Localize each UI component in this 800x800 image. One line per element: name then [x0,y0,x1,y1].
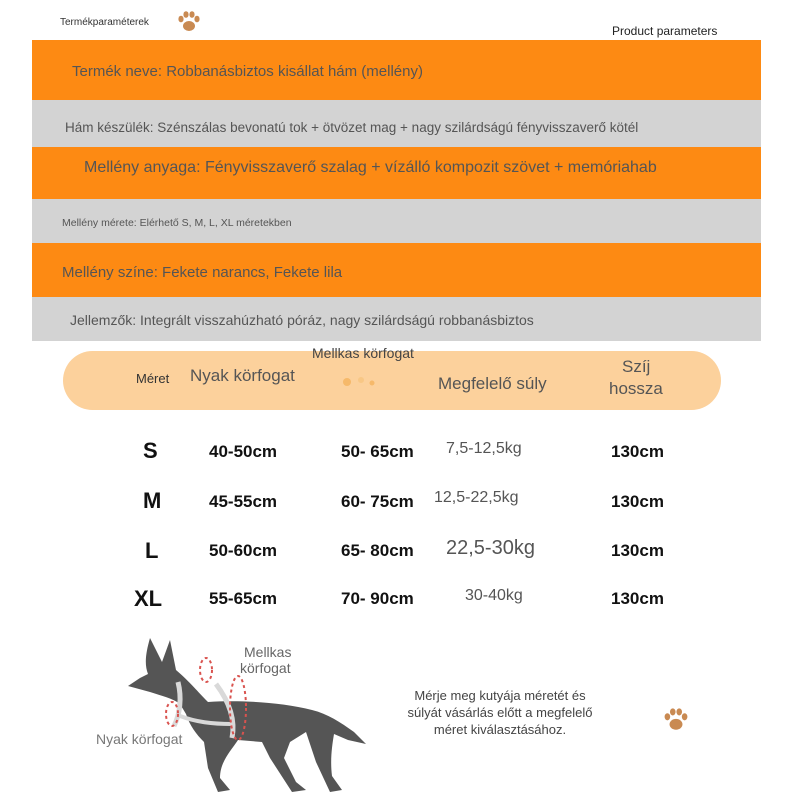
paw-icon [176,9,202,35]
header-weight: Megfelelő súly [438,374,547,393]
param-vest-color: Mellény színe: Fekete narancs, Fekete lila [62,264,343,281]
header-size: Méret [136,371,170,386]
param-vest-size: Mellény mérete: Elérhető S, M, L, XL méretekben [62,217,292,229]
param-band-harness [32,100,761,147]
row-chest: 65- 80cm [341,541,414,560]
param-band-color [32,243,761,297]
note-line: Mérje meg kutyája méretét és [414,688,586,703]
row-weight: 30-40kg [465,587,523,604]
decorative-sparkle [339,373,379,389]
param-harness-device: Hám készülék: Szénszálas bevonatú tok + ötvözet mag + nagy szilárdságú fényvisszaverő kötél [65,120,639,135]
row-size: L [145,538,159,563]
param-features: Jellemzők: Integrált visszahúzható póráz, nagy szilárdságú robbanásbiztos [70,312,534,328]
param-band-features [32,297,761,341]
row-weight: 12,5-22,5kg [434,489,519,506]
row-chest: 70- 90cm [341,589,414,608]
row-strap: 130cm [611,589,664,608]
row-chest: 60- 75cm [341,492,414,511]
row-size: M [143,488,162,513]
row-weight: 7,5-12,5kg [446,440,522,457]
diagram-chest-label-line1: Mellkas [244,644,292,660]
diagram-neck-label: Nyak körfogat [96,731,183,747]
row-size: S [143,438,158,463]
header-strap-line1: Szíj [622,357,651,376]
note-line: méret kiválasztásához. [433,722,567,737]
diagram-chest-label-line2: körfogat [240,660,291,676]
param-band-material [32,147,761,199]
row-neck: 50-60cm [209,541,278,560]
row-strap: 130cm [611,492,664,511]
row-size: XL [134,586,163,611]
note-line: súlyát vásárlás előtt a megfelelő [407,705,593,720]
row-neck: 45-55cm [209,492,278,511]
param-band-name [32,40,761,100]
page-title-en: Product parameters [612,24,718,38]
measurement-note [380,687,620,738]
row-neck: 40-50cm [209,442,278,461]
row-neck: 55-65cm [209,589,278,608]
param-product-name: Termék neve: Robbanásbiztos kisállat hám (mellény) [72,63,423,80]
row-strap: 130cm [611,442,664,461]
row-weight: 22,5-30kg [446,537,535,559]
page-title-hu: Termékparaméterek [60,17,149,28]
product-parameters [32,40,761,341]
param-band-size [32,199,761,243]
header-chest: Mellkas körfogat [312,345,414,361]
param-vest-material: Mellény anyaga: Fényvisszaverő szalag + vízálló kompozit szövet + memóriahab [84,159,657,176]
header-strap-line2: hossza [609,379,663,398]
header-neck: Nyak körfogat [190,366,295,385]
paw-icon [662,706,690,734]
row-chest: 50- 65cm [341,442,414,461]
row-strap: 130cm [611,541,664,560]
